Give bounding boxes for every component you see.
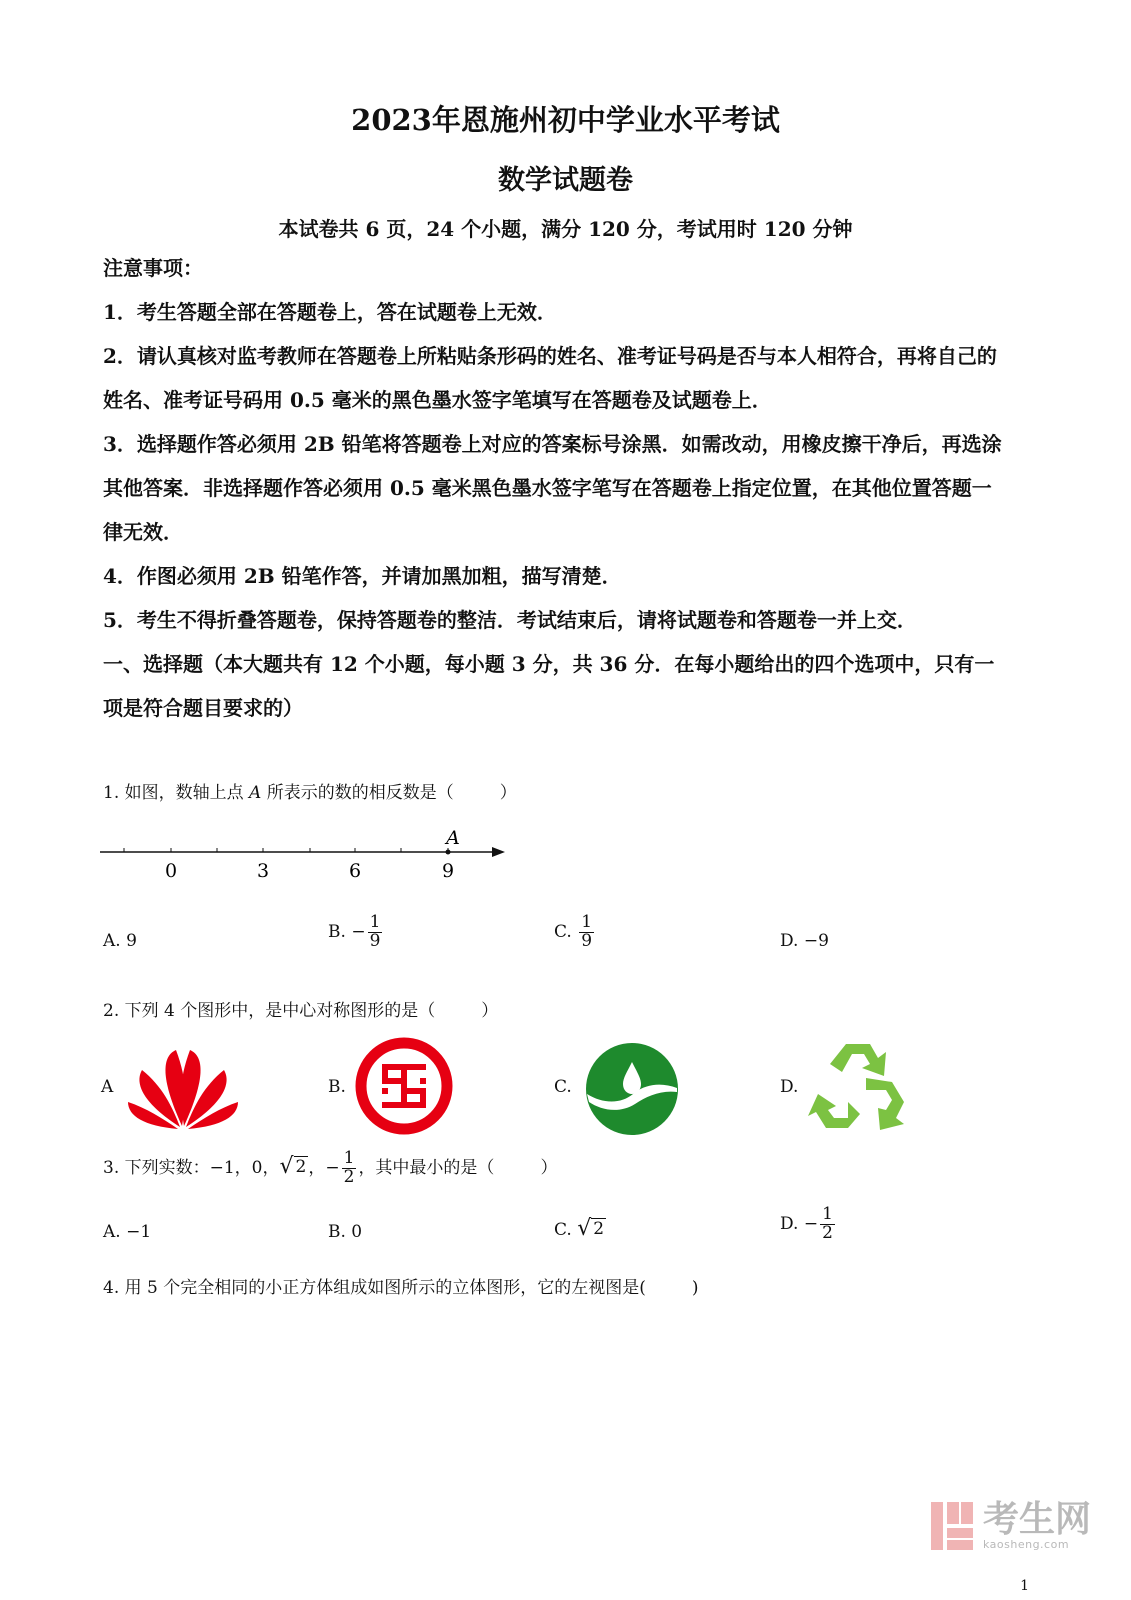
q3-stem-fraction: [342, 1150, 357, 1187]
icbc-logo-icon: [354, 1036, 454, 1136]
q4-stem-text-b: ): [691, 1278, 699, 1298]
q3-option-d-label: D.: [780, 1213, 799, 1234]
notes-item-1: 1．考生答题全部在答题卷上，答在试题卷上无效．: [103, 300, 557, 324]
point-a-dot: [446, 850, 451, 855]
number-line-arrow: [492, 847, 505, 857]
q1-option-d: D. −9: [780, 931, 829, 951]
green-circle-logo-icon: [585, 1042, 679, 1136]
tick-label-3: 3: [256, 860, 270, 882]
q3-option-c-label: C.: [554, 1220, 572, 1240]
q3-stem-text-a: 3. 下列实数：−1，0，: [103, 1157, 280, 1178]
q3-stem-sign: −: [325, 1157, 340, 1178]
q1-stem: [103, 778, 517, 803]
exam-subtitle: 数学试题卷: [498, 165, 633, 196]
q3-option-a: A. −1: [103, 1222, 152, 1242]
q3-stem-sqrt: √ 2: [279, 1153, 307, 1179]
notes-item-5: 5．考生不得折叠答题卷，保持答题卷的整洁．考试结束后，请将试题卷和答题卷一并上交．: [103, 608, 917, 632]
q2-option-b-label: B.: [328, 1077, 346, 1097]
q1-option-b-label: B.: [328, 921, 346, 942]
fraction-denominator: 2: [822, 1222, 833, 1243]
section1-heading: 一、选择题（本大题共有 12 个小题，每小题 3 分，共 36 分．在每小题给出的四个选项中，只有一项是符合题目要求的）: [103, 652, 995, 720]
q1-stem-text-c: ）: [499, 783, 517, 803]
q2-option-a-label: A: [101, 1077, 114, 1097]
sqrt-radicand: 2: [295, 1156, 307, 1177]
tick-label-0: 0: [164, 860, 178, 882]
notes-heading: 注意事项：: [103, 256, 203, 280]
notes-item-2: 2．请认真核对监考教师在答题卷上所粘贴条形码的姓名、准考证号码是否与本人相符合，再将自己的姓名、准考证号码用 0.5 毫米的黑色墨水签字笔填写在答题卷及试题卷上．: [103, 344, 997, 412]
exam-info: 本试卷共 6 页，24 个小题，满分 120 分，考试用时 120 分钟: [278, 217, 853, 241]
q3-stem: [103, 1150, 557, 1187]
q3-option-b: B. 0: [328, 1222, 363, 1242]
tick-label-9: 9: [441, 860, 455, 882]
point-a-label: A: [446, 827, 460, 849]
q1-option-c-label: C.: [554, 921, 572, 942]
q2-option-c-label: C.: [554, 1077, 572, 1097]
fraction-numerator: 1: [343, 1148, 355, 1168]
q1-option-b: [328, 914, 384, 951]
q2-stem-text-b: ）: [481, 1001, 499, 1021]
fraction-denominator: 2: [343, 1166, 355, 1187]
q3-option-d-sign: −: [803, 1213, 819, 1234]
q4-stem: [103, 1273, 699, 1298]
q3-stem-text-d: ）: [540, 1157, 558, 1178]
q3-option-c: [554, 1216, 606, 1241]
exam-title: 2023年恩施州初中学业水平考试: [351, 103, 780, 137]
q2-stem: [103, 996, 498, 1021]
q1-option-b-fraction: [368, 914, 383, 951]
brand-watermark: [929, 1500, 1091, 1552]
fraction-denominator: 9: [581, 930, 593, 951]
q3-stem-text-b: ，: [308, 1157, 326, 1178]
notes-item-4: 4．作图必须用 2B 铅笔作答，并请加黑加粗，描写清楚．: [103, 564, 622, 588]
q1-option-a: A. 9: [103, 931, 137, 951]
fraction-numerator: 1: [369, 912, 381, 932]
q1-stem-text-b: 所表示的数的相反数是（: [261, 783, 454, 803]
recycle-logo-icon: [808, 1038, 912, 1134]
q4-stem-text-a: 4. 用 5 个完全相同的小正方体组成如图所示的立体图形，它的左视图是(: [103, 1278, 646, 1298]
q1-option-c: [554, 914, 596, 951]
q3-option-c-sqrt: √ 2: [577, 1216, 605, 1241]
q2-option-d-label: D.: [780, 1077, 799, 1097]
notes-section: [103, 246, 1003, 730]
q3-option-d-fraction: [820, 1206, 835, 1243]
q3-option-d: [780, 1206, 837, 1243]
tick-label-6: 6: [348, 860, 362, 882]
number-line: [95, 822, 515, 886]
q1-option-c-fraction: [579, 914, 594, 951]
brand-logo-icon: [929, 1500, 975, 1552]
fraction-numerator: 1: [581, 912, 593, 932]
fraction-numerator: 1: [822, 1204, 833, 1224]
brand-url: kaosheng.com: [982, 1537, 1070, 1551]
q1-stem-text-a: 1. 如图，数轴上点: [103, 783, 250, 803]
sqrt-radicand: 2: [593, 1219, 605, 1239]
huawei-logo-icon: [126, 1042, 240, 1132]
brand-name: 考生网: [982, 1498, 1091, 1540]
notes-item-3: 3．选择题作答必须用 2B 铅笔将答题卷上对应的答案标号涂黑．如需改动，用橡皮擦干净后，再选涂其他答案．非选择题作答必须用 0.5 毫米黑色墨水签字笔写在答题卷上指定位置，在其他位置答题一律无效．: [103, 432, 1002, 544]
page-number: 1: [1020, 1578, 1029, 1594]
q2-stem-text-a: 2. 下列 4 个图形中，是中心对称图形的是（: [103, 1001, 436, 1021]
fraction-denominator: 9: [369, 930, 381, 951]
q1-option-b-sign: −: [351, 921, 366, 942]
q1-stem-var: A: [249, 783, 262, 803]
q3-stem-text-c: ，其中最小的是（: [358, 1157, 495, 1178]
